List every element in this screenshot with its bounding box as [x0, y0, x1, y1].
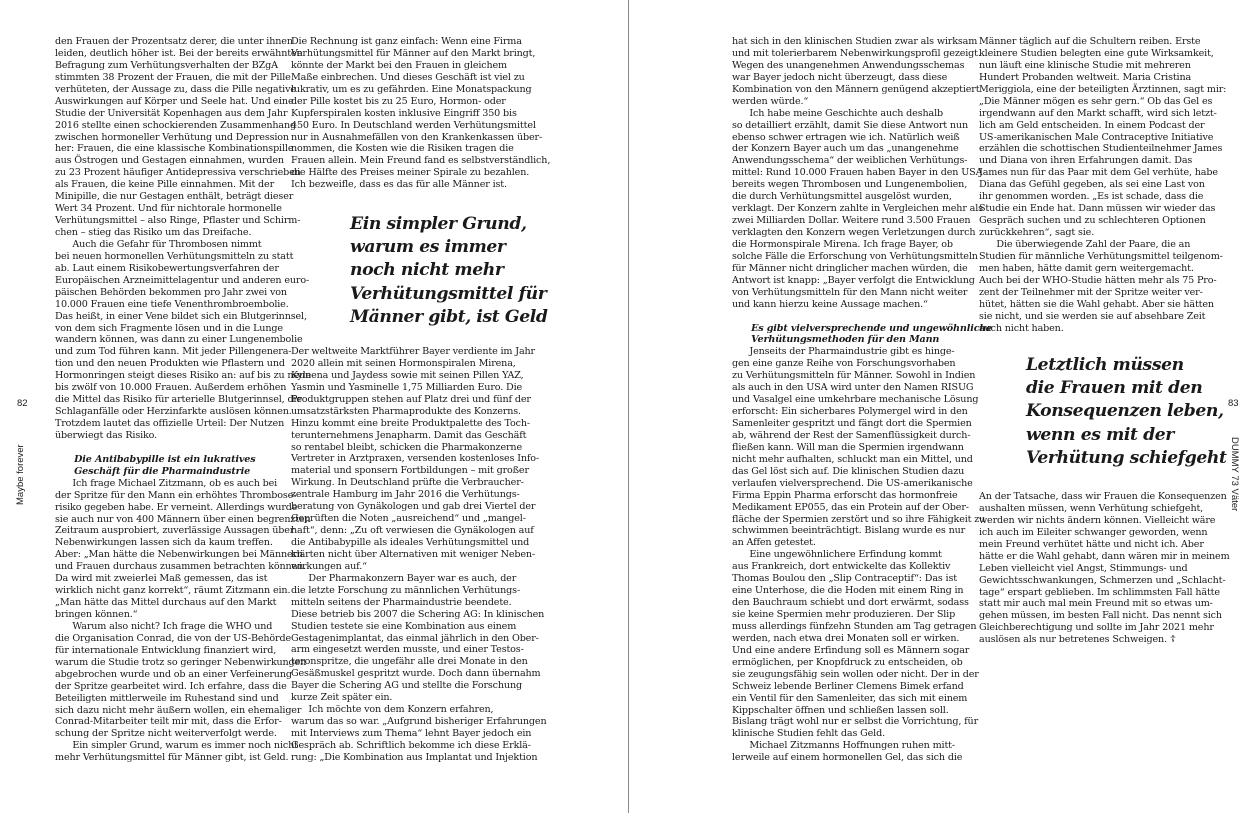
text-line: sie keine Spermien mehr produzieren. Der Slip: [732, 609, 956, 620]
text-line: tion und den neuen Produkten wie Pflastern und: [55, 358, 285, 370]
text-line: Conrad-Mitarbeiter teilt mir mit, dass die Erfor-: [55, 716, 282, 728]
text-line: Minipille, die nur Gestagen enthält, beträgt dieser: [55, 191, 294, 203]
text-line: Leben vielleicht viel Angst, Stimmungs- und: [979, 562, 1188, 574]
text-line: an Affen getestet.: [732, 537, 816, 549]
page-number: 82: [17, 398, 28, 409]
text-line: gehen müssen, im besten Fall nicht. Das nennt sich: [979, 610, 1222, 622]
text-line: die durch Verhütungsmittel ausgelöst wurden,: [732, 191, 952, 203]
text-line: als auch in den USA wird unter den Namen RISUG: [732, 382, 974, 394]
text-line: und Vasalgel eine umkehrbare mechanische Lösung: [732, 394, 979, 406]
text-line: wirklich nicht ganz korrekt“, räumt Zitzmann ein.: [55, 585, 291, 597]
text-line: Der Pharmakonzern Bayer war es auch, der: [291, 572, 517, 584]
text-line: ebenso schwer ertragen wie ich. Natürlich weiß: [732, 131, 960, 143]
text-line: erforscht: Ein sicherbares Polymergel wird in den: [732, 406, 968, 418]
text-line: rung: „Die Kombination aus Implantat und Injektion: [291, 751, 538, 763]
text-line: lich am Geld entscheiden. In einem Podcast der: [979, 119, 1205, 131]
text-line: bei neuen hormonellen Verhütungsmitteln zu statt: [55, 250, 294, 262]
text-line: überwiegt das Risiko.: [55, 429, 158, 441]
text-line: gen eine ganze Reihe von Forschungsvorhaben: [732, 358, 956, 370]
text-line: her: Frauen, die eine klassische Kombinationspille: [55, 143, 294, 155]
text-line: Antwort ist knapp: „Bayer verfolgt die Entwicklung: [732, 274, 975, 286]
text-line: Warum also nicht? Ich frage die WHO und: [55, 620, 273, 632]
text-line: Europäischen Arzneimittelagentur und anderen euro-: [55, 274, 310, 286]
text-line: tage“ erspart geblieben. Im schlimmsten Fall hätte: [979, 586, 1220, 598]
text-line: 2020 allein mit seinen Hormonspiralen Mirena,: [291, 357, 516, 369]
text-line: statt mir auch mal mein Freund mit so etwas um-: [979, 598, 1213, 610]
text-line: [55, 442, 280, 454]
subheading-line: Geschäft für die Pharmaindustrie: [55, 465, 251, 477]
text-line: Bislang trägt wohl nur er selbst die Vorrichtung, für: [732, 716, 979, 728]
text-line: und Frauen durchaus zusammen betrachten können.: [55, 561, 306, 573]
text-line: zurückkehren“, sagt sie.: [979, 227, 1095, 238]
text-line: war Bayer jedoch nicht überzeugt, dass diese: [732, 71, 948, 83]
text-line: abgebrochen wurde und ob an einer Verfeinerung: [55, 668, 292, 680]
text-line: Studien testete sie eine Kombination aus einem: [291, 620, 517, 632]
text-line: werden, nach etwa drei Monaten soll er wirken.: [732, 632, 960, 644]
text-line: für internationale Entwicklung finanziert wird,: [55, 644, 277, 656]
text-line: beratung von Gynäkologen und gab drei Viertel der: [291, 501, 536, 513]
text-line: und zum Tod führen kann. Mit jeder Pillengenera-: [55, 346, 292, 358]
text-line: Verhütungsmittel für Männer auf den Markt bringt,: [291, 47, 536, 59]
text-line: Kippschalter öffnen und schließen lassen soll.: [732, 704, 949, 716]
text-line: Produktgruppen stehen auf Platz drei und fünf der: [291, 393, 531, 405]
text-line: James nun für das Paar mit dem Gel verhüte, habe: [979, 167, 1218, 179]
text-line: wirkungen auf.“: [291, 560, 367, 572]
text-line: 10.000 Frauen eine tiefe Venenthrombroembolie.: [55, 298, 289, 310]
text-line: 2016 stellte einen schockierenden Zusammenhang: [55, 119, 297, 131]
pull-quote-line: Ein simpler Grund,: [350, 214, 527, 234]
text-line: irgendwann auf den Markt schafft, wird sich letzt-: [979, 107, 1217, 119]
text-line: Medikament EP055, das ein Protein auf der Ober-: [732, 501, 969, 513]
text-line: zentrale Hamburg im Jahr 2016 die Verhütungs-: [291, 489, 520, 501]
pull-quote-line: Verhütung schiefgeht: [1026, 447, 1227, 468]
text-line: Jenseits der Pharmaindustrie gibt es hinge-: [732, 346, 955, 358]
subheading-line: Es gibt vielversprechende und ungewöhnliche: [732, 322, 993, 334]
text-line: werden würde.“: [732, 95, 809, 107]
text-line: Studie der Universität Kopenhagen aus dem Jahr: [55, 107, 288, 119]
column-2-top: [291, 36, 551, 191]
text-line: hütet, hätten sie die Wahl gehabt. Aber sie hätten: [979, 298, 1214, 310]
text-line: umsatzstärksten Pharmaprodukte des Konzerns.: [291, 405, 521, 417]
text-line: Gespräch ab. Schriftlich bekomme ich diese Erklä-: [291, 739, 531, 751]
text-line: teronspritze, die ungefähr alle drei Monate in den: [291, 656, 528, 668]
text-line: mitteln seitens der Pharmaindustrie beendete.: [291, 596, 512, 608]
text-line: kurze Zeit später ein.: [291, 692, 393, 704]
text-line: Firma Eppin Pharma erforscht das hormonfreie: [732, 489, 958, 501]
column-2-bottom: [979, 491, 1230, 646]
text-line: Auch die Gefahr für Thrombosen nimmt: [55, 238, 262, 250]
text-line: Ich möchte von dem Konzern erfahren,: [291, 704, 494, 716]
text-line: verklagten den Konzern wegen Verletzungen durch: [732, 227, 976, 238]
pull-quote-line: Männer gibt, ist Geld: [350, 306, 548, 327]
text-line: arm eingesetzt werden musste, und einer Testos-: [291, 644, 524, 656]
text-line: könnte der Markt bei den Frauen in gleichem: [291, 59, 507, 71]
text-line: hätte er die Wahl gehabt, dann wären mir in meinem: [979, 550, 1230, 562]
text-line: risiko gegeben habe. Er verneint. Allerdings wurde: [55, 501, 298, 513]
text-line: Ein simpler Grund, warum es immer noch nicht: [55, 740, 298, 752]
text-line: Beteiligten mittlerweile im Ruhestand sind und: [55, 692, 279, 704]
text-line: die Mittel das Risiko für arterielle Blutgerinnsel, die: [55, 394, 302, 406]
text-line: men haben, hätte damit gern weitergemacht.: [979, 262, 1194, 274]
pull-quote-line: Verhütungsmittel für: [350, 283, 547, 304]
text-line: Geprüften die Noten „ausreichend“ und „mangel-: [291, 513, 526, 525]
text-line: Nebenwirkungen lassen sich da kaum treffen.: [55, 537, 273, 549]
text-line: muss allerdings fünfzehn Stunden am Tag getragen: [732, 620, 977, 632]
text-line: erzählen die schottischen Studienteilnehmer James: [979, 143, 1223, 155]
pull-quote: [350, 213, 548, 329]
text-line: die Hormonspirale Mirena. Ich frage Bayer, ob: [732, 238, 953, 250]
text-line: verlaufen vielversprechend. Die US-amerikanische: [732, 477, 973, 489]
text-line: zent der Teilnehmer mit der Spritze weiter ver-: [979, 286, 1203, 298]
text-line: Und eine andere Erfindung soll es Männern sogar: [732, 644, 970, 656]
text-line: von Verhütungsmitteln für den Mann nicht weiter: [732, 286, 968, 298]
text-line: eine Unterhose, die die Hoden mit einem Ring in: [732, 585, 964, 597]
text-line: warum die Studie trotz so geringer Nebenwirkungen: [55, 656, 307, 668]
text-line: mittel: Rund 10.000 Frauen haben Bayer in den USA: [732, 167, 983, 179]
text-line: als Frauen, die keine Pille einnahmen. Mit der: [55, 179, 275, 191]
text-line: 450 Euro. In Deutschland werden Verhütungsmittel: [291, 119, 536, 131]
text-line: Ich habe meine Geschichte auch deshalb: [732, 107, 943, 119]
text-line: sie auch nur von 400 Männern über einen begrenzten: [55, 513, 311, 525]
column-2-bottom: [291, 346, 547, 764]
text-line: und Diana von ihren Erfahrungen damit. Das: [979, 155, 1193, 167]
text-line: bereits wegen Thrombosen und Lungenembolien,: [732, 179, 968, 191]
text-line: terunternehmens Jenapharm. Damit das Geschäft: [291, 429, 527, 441]
text-line: Die überwiegende Zahl der Paare, die an: [979, 238, 1191, 250]
text-line: Yasmin und Yasminelle 1,75 Milliarden Euro. Die: [291, 381, 523, 393]
text-line: und mit tolerierbarem Nebenwirkungsprofil gezeigt.: [732, 47, 981, 59]
text-line: stimmten 38 Prozent der Frauen, die mit der Pille: [55, 71, 291, 83]
subheading-line: Verhütungsmethoden für den Mann: [732, 334, 940, 346]
text-line: Thomas Boulou den „Slip Contraceptif“: Das ist: [732, 573, 957, 585]
text-line: Gestagenimplantat, das einmal jährlich in den Ober-: [291, 632, 539, 644]
text-line: mit Interviews zum Thema“ lehnt Bayer jedoch ein: [291, 728, 532, 739]
text-line: klinische Studien fehlt das Geld.: [732, 728, 885, 740]
text-line: für Männer nicht dringlicher machen würden, die: [732, 262, 968, 274]
text-line: fläche der Spermien zerstört und so ihre Fähigkeit zu: [732, 513, 986, 525]
text-line: und kann hierzu keine Aussage machen.“: [732, 298, 928, 310]
text-line: Verhütungsmittel – also Ringe, Pflaster und Schirm-: [55, 215, 301, 227]
text-line: ihr genommen worden. „Es ist schade, dass die: [979, 191, 1204, 203]
text-line: nur in Ausnahmefällen von den Krankenkassen über-: [291, 131, 543, 143]
text-line: Diese betrieb bis 2007 die Schering AG: In klinischen: [291, 608, 545, 620]
text-line: sie nicht, und sie werden sie auf absehbare Zeit: [979, 310, 1206, 322]
text-line: der Spritze gearbeitet wird. Ich erfahre, dass die: [55, 680, 287, 692]
text-line: nun läuft eine klinische Studie mit mehreren: [979, 59, 1191, 71]
text-line: Wert 34 Prozent. Und für nichtorale hormonelle: [55, 203, 282, 215]
text-line: Trotzdem lautet das offizielle Urteil: Der Nutzen: [55, 418, 285, 429]
text-line: fließen kann. Will man die Spermien irgendwann: [732, 441, 964, 453]
text-line: Maße einbrechen. Und dieses Geschäft ist viel zu: [291, 71, 525, 83]
text-line: „Man hätte das Mittel durchaus auf den Markt: [55, 597, 277, 609]
text-line: Anwendungsschema“ der weiblichen Verhütungs-: [732, 155, 968, 167]
text-line: die Antibabypille als ideales Verhütungsmittel und: [291, 537, 530, 548]
text-line: Auch bei der WHO-Studie hätten mehr als 75 Pro-: [979, 274, 1217, 286]
text-line: chen – stieg das Risiko um das Dreifache.: [55, 227, 252, 238]
pull-quote-line: noch nicht mehr: [350, 260, 504, 281]
text-line: ab, während der Rest der Samenflüssigkeit durch-: [732, 429, 971, 441]
text-line: den Frauen der Prozentsatz derer, die unter ihnen: [55, 36, 293, 47]
pull-quote: [1026, 354, 1227, 470]
text-line: der Spritze für den Mann ein erhöhtes Thrombose-: [55, 489, 297, 501]
text-line: aus Östrogen und Gestagen einnahmen, wurden: [55, 155, 284, 167]
text-line: Das heißt, in einer Vene bildet sich ein Blutgerinnsel,: [55, 310, 307, 322]
text-line: mein Freund verhütet hätte und nicht ich. Aber: [979, 538, 1204, 550]
text-line: Studien für männliche Verhütungsmittel teilgenom-: [979, 250, 1223, 262]
text-line: auslösen als nur betretenes Schweigen. ☦: [979, 634, 1176, 646]
running-title: Maybe forever: [15, 444, 26, 505]
text-line: schung der Spritze nicht weiterverfolgt werde.: [55, 728, 277, 740]
text-line: Michael Zitzmanns Hoffnungen ruhen mitt-: [732, 740, 955, 752]
text-line: Samenleiter gespritzt und fängt dort die Spermien: [732, 418, 972, 429]
subheading-line: Die Antibabypille ist ein lukratives: [55, 453, 256, 465]
text-line: päischen Behörden bekommen pro Jahr zwei von: [55, 286, 287, 298]
text-line: von dem sich Fragmente lösen und in die Lunge: [55, 322, 283, 334]
text-line: Gesäßmuskel gespritzt wurde. Doch dann übernahm: [291, 668, 541, 680]
text-line: verklagt. Der Konzern zahlte in Vergleichen mehr als: [732, 203, 983, 215]
text-line: Der weltweite Marktführer Bayer verdiente im Jahr: [291, 346, 535, 357]
text-line: Wegen des unangenehmen Anwendungsschemas: [732, 59, 965, 71]
text-line: so rentabel bleibt, schicken die Pharmakonzerne: [291, 441, 522, 453]
text-line: material und sponsern Fortbildungen – mit großer: [291, 465, 529, 477]
text-line: Hinzu kommt eine breite Produktpalette des Toch-: [291, 417, 530, 429]
pull-quote-line: wenn es mit der: [1026, 424, 1174, 445]
text-line: ich auch im Eileiter schwanger geworden, wenn: [979, 526, 1208, 538]
text-line: „Die Männer mögen es sehr gern.“ Ob das Gel es: [979, 95, 1213, 107]
text-line: werden wir nichts ändern können. Vielleicht wäre: [979, 514, 1216, 526]
text-line: zu 23 Prozent häufiger Antidepressiva verschrieben: [55, 167, 301, 179]
text-line: Aber: „Man hätte die Nebenwirkungen bei Männern: [55, 549, 304, 561]
text-line: sich dazu nicht mehr äußern wollen, ein ehemaliger: [55, 704, 302, 716]
column-1: [55, 36, 312, 764]
text-line: Befragung zum Verhütungsverhalten der BZgA: [55, 59, 278, 71]
right-page: [629, 0, 1258, 813]
text-line: mehr Verhütungsmittel für Männer gibt, ist Geld.: [55, 752, 289, 764]
text-line: Gespräch suchen und zu schlechteren Optionen: [979, 215, 1206, 227]
text-line: Meriggiola, eine der beteiligten Ärztinnen, sagt mir:: [979, 83, 1227, 95]
text-line: Hundert Probanden weltweit. Maria Cristina: [979, 71, 1192, 83]
text-line: Schweiz lebende Berliner Clemens Bimek erfand: [732, 680, 964, 692]
text-line: Bayer die Schering AG und stellte die Forschung: [291, 680, 522, 692]
text-line: bis zwölf von 10.000 Frauen. Außerdem erhöhen: [55, 382, 287, 394]
text-line: Kyleena und Jaydess sowie mit seinen Pillen YAZ,: [291, 369, 524, 381]
text-line: zwischen hormoneller Verhütung und Depression: [55, 131, 289, 143]
text-line: lukrativ, um es zu gefährden. Eine Monatspackung: [291, 83, 532, 95]
text-line: ab. Laut einem Risikobewertungsverfahren der: [55, 262, 279, 274]
text-line: Auswirkungen auf Körper und Seele hat. Und eine: [55, 95, 294, 107]
text-line: Zeitraum ausprobiert, zuverlässige Aussagen über: [55, 525, 295, 537]
text-line: Da wird mit zweierlei Maß gemessen, das ist: [55, 573, 268, 585]
text-line: Gewichtsschwankungen, Schmerzen und „Schlacht-: [979, 574, 1226, 586]
text-line: Vertreter in Arztpraxen, versenden kostenloses Info-: [291, 453, 540, 465]
text-line: schwimmen beeinträchtigt. Bislang wurde es nur: [732, 525, 966, 537]
text-line: Frauen allein. Mein Freund fand es selbstverständlich,: [291, 155, 551, 167]
text-line: US-amerikanischen Male Contraceptive Initiative: [979, 131, 1214, 143]
text-line: ermöglichen, per Knopfdruck zu entscheiden, ob: [732, 656, 963, 668]
text-line: so detailliert erzählt, damit Sie diese Antwort nun: [732, 119, 968, 131]
text-line: ein Ventil für den Samenleiter, das sich mit einem: [732, 692, 968, 704]
text-line: Gleichberechtigung und sollte im Jahr 2021 mehr: [979, 622, 1214, 634]
text-line: leiden, deutlich höher ist. Bei der bereits erwähnten: [55, 47, 303, 59]
text-line: aus Frankreich, dort entwickelte das Kollektiv: [732, 561, 951, 573]
text-line: das Gel löst sich auf. Die klinischen Studien dazu: [732, 465, 965, 477]
text-line: nommen, die Kosten wie die Risiken tragen die: [291, 143, 514, 155]
text-line: Hormonringen steigt dieses Risiko an: auf bis zu neun: [55, 370, 312, 382]
text-line: Kombination von den Männern genügend akzeptiert: [732, 83, 980, 95]
text-line: aushalten müssen, wenn Verhütung schiefgeht,: [979, 502, 1204, 514]
text-line: Schlaganfälle oder Herzinfarkte auslösen können.: [55, 406, 292, 418]
text-line: [732, 311, 957, 323]
pull-quote-line: warum es immer: [350, 237, 506, 258]
text-line: Ich frage Michael Zitzmann, ob es auch bei: [55, 477, 278, 489]
page-number: 83: [1228, 398, 1239, 409]
text-line: hat sich in den klinischen Studien zwar als wirksam: [732, 36, 978, 47]
text-line: nicht mehr aufhalten, schluckt man ein Mittel, und: [732, 453, 973, 465]
text-line: lerweile auf einem hormonellen Gel, das sich die: [732, 752, 963, 764]
text-line: Wirkung. In Deutschland prüfte die Verbraucher-: [291, 477, 524, 489]
text-line: Diana das Gefühl gegeben, als sei eine Last von: [979, 179, 1205, 191]
text-line: bringen können.“: [55, 609, 138, 620]
text-line: Studie ein Ende hat. Dann müssen wir wieder das: [979, 203, 1216, 215]
text-line: An der Tatsache, dass wir Frauen die Konsequenzen: [979, 491, 1227, 502]
pull-quote-line: Konsequenzen leben,: [1026, 401, 1224, 422]
text-line: Männer täglich auf die Schultern reiben. Erste: [979, 36, 1201, 47]
text-line: zwei Milliarden Dollar. Weitere rund 3.500 Frauen: [732, 215, 971, 227]
text-line: kleinere Studien belegten eine gute Wirksamkeit,: [979, 47, 1214, 59]
text-line: der Pille kostet bis zu 25 Euro, Hormon- oder: [291, 95, 506, 107]
column-1: [732, 36, 993, 764]
text-line: sie zeugungsfähig sein wollen oder nicht. Der in der: [732, 668, 979, 680]
text-line: zu Verhütungsmitteln für Männer. Sowohl in Indien: [732, 370, 976, 382]
text-line: die Organisation Conrad, die von der US-Behörde: [55, 632, 292, 644]
text-line: warum das so war. „Aufgrund bisheriger Erfahrungen: [291, 716, 547, 728]
text-line: Kupferspiralen kosten inklusive Eingriff 350 bis: [291, 107, 517, 119]
text-line: Die Rechnung ist ganz einfach: Wenn eine Firma: [291, 36, 522, 47]
pull-quote-line: Letztlich müssen: [1026, 355, 1184, 375]
pull-quote-line: die Frauen mit den: [1026, 378, 1203, 399]
running-title: DUMMY 73 Väter: [1229, 437, 1240, 512]
text-line: wandern können, was dann zu einer Lungenembolie: [55, 334, 303, 346]
text-line: Eine ungewöhnlichere Erfindung kommt: [732, 549, 942, 561]
text-line: klärten nicht über Alternativen mit weniger Neben-: [291, 548, 536, 560]
text-line: solche Fälle die Erforschung von Verhütungsmitteln: [732, 250, 978, 262]
text-line: der Konzern Bayer auch um das „unangenehme: [732, 143, 959, 155]
text-line: auch nicht haben.: [979, 322, 1064, 334]
text-line: den Bauchraum schiebt und dort erwärmt, sodass: [732, 597, 969, 609]
column-2-top: [979, 36, 1227, 334]
text-line: die letzte Forschung zu männlichen Verhütungs-: [291, 584, 521, 596]
text-line: verhüteten, der Aussage zu, dass die Pille negative: [55, 83, 296, 95]
text-line: haft“, denn: „Zu oft verwiesen die Gynäkologen auf: [291, 525, 534, 537]
text-line: die Hälfte des Preises meiner Spirale zu bezahlen.: [291, 167, 530, 179]
text-line: Ich bezweifle, dass es das für alle Männer ist.: [291, 179, 507, 191]
